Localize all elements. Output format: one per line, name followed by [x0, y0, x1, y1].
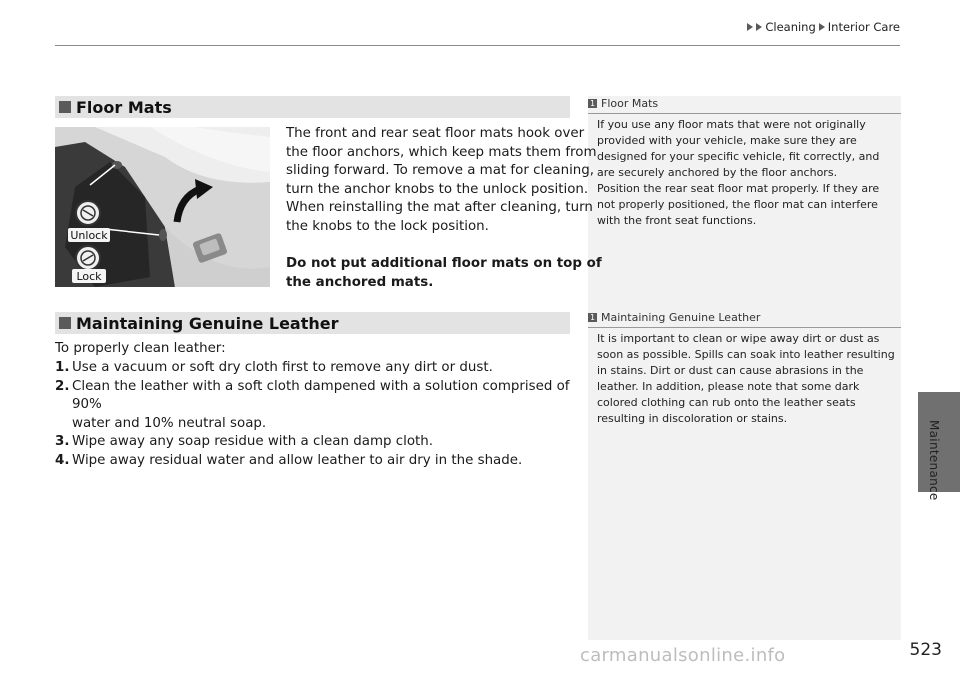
page-number: 523 [909, 640, 942, 660]
unlock-label: Unlock [70, 229, 108, 242]
note-text [588, 331, 897, 427]
section-header-leather [55, 312, 570, 334]
section-title: Maintaining Genuine Leather [76, 313, 339, 333]
text-line: The front and rear seat floor mats hook over [286, 126, 585, 141]
text-line: in stains. Dirt or dust can cause abrasions in the [597, 364, 864, 377]
text-line: soon as possible. Spills can soak into leather resulting [597, 348, 895, 361]
text-line: Do not put additional floor mats on top of [286, 256, 602, 271]
text-line: the anchored mats. [286, 274, 434, 290]
note-text [588, 117, 897, 229]
note-header [588, 311, 901, 324]
note-marker-icon: 1 [589, 99, 596, 108]
leather-intro: To properly clean leather: [55, 341, 226, 356]
list-item [55, 378, 575, 434]
breadcrumb-arrow-icon [819, 23, 825, 31]
step-text: Wipe away any soap residue with a clean damp cloth. [72, 434, 434, 449]
chapter-label: Maintenance [927, 420, 941, 501]
list-item [55, 452, 575, 471]
text-line: designed for your specific vehicle, fit correctly, and [597, 150, 880, 163]
section-square-icon [59, 101, 71, 113]
text-line: colored clothing can rub onto the leather seats [597, 396, 856, 409]
step-text: Clean the leather with a soft cloth dampened with a solution comprised of 90% [72, 378, 570, 412]
section-header-floor-mats [55, 96, 570, 118]
lock-label: Lock [76, 270, 102, 283]
breadcrumb [747, 20, 900, 34]
section-title: Floor Mats [76, 97, 172, 117]
note-floor-mats [588, 97, 901, 229]
list-item [55, 433, 575, 452]
breadcrumb-arrow-icon [756, 23, 762, 31]
text-line: the floor anchors, which keep mats them from [286, 144, 597, 160]
text-line: the knobs to the lock position. [286, 218, 489, 234]
text-line: leather. In addition, please note that some dark [597, 380, 860, 393]
floor-mats-warning [286, 255, 602, 292]
header-divider [55, 45, 900, 46]
step-number: 4. [55, 452, 70, 468]
text-line: Position the rear seat floor mat properly. If they are [597, 182, 880, 195]
note-divider [588, 113, 901, 114]
step-text: Wipe away residual water and allow leather to air dry in the shade. [72, 452, 523, 468]
text-line: with the front seat functions. [597, 214, 757, 227]
floor-anchor-illustration [55, 127, 270, 287]
step-number: 1. [55, 360, 70, 375]
step-number: 2. [55, 378, 70, 394]
text-line: provided with your vehicle, make sure they are [597, 134, 857, 147]
leather-steps-list [55, 359, 575, 470]
breadcrumb-item-interior-care[interactable]: Interior Care [827, 20, 900, 34]
note-divider [588, 327, 901, 328]
text-line: not properly positioned, the floor mat can interfere [597, 198, 878, 211]
note-marker-icon: 1 [589, 313, 596, 322]
note-leather [588, 311, 901, 427]
note-header [588, 97, 901, 110]
text-line: sliding forward. To remove a mat for cleaning, [286, 163, 595, 178]
text-line: resulting in discoloration or stains. [597, 412, 788, 425]
step-number: 3. [55, 434, 70, 449]
breadcrumb-item-cleaning[interactable]: Cleaning [765, 20, 816, 34]
step-text: water and 10% neutral soap. [72, 415, 267, 431]
floor-mats-paragraph [286, 125, 597, 236]
section-square-icon [59, 317, 71, 329]
note-title: Floor Mats [601, 97, 659, 110]
text-line: If you use any floor mats that were not originally [597, 118, 866, 131]
watermark: carmanualsonline.info [580, 645, 786, 666]
list-item [55, 359, 575, 378]
text-line: are securely anchored by the floor anchors. [597, 166, 838, 179]
text-line: It is important to clean or wipe away dirt or dust as [597, 332, 880, 345]
text-line: When reinstalling the mat after cleaning, turn [286, 200, 593, 215]
text-line: turn the anchor knobs to the unlock position. [286, 181, 589, 197]
note-title: Maintaining Genuine Leather [601, 311, 761, 324]
step-text: Use a vacuum or soft dry cloth first to remove any dirt or dust. [72, 360, 493, 375]
breadcrumb-arrow-icon [747, 23, 753, 31]
